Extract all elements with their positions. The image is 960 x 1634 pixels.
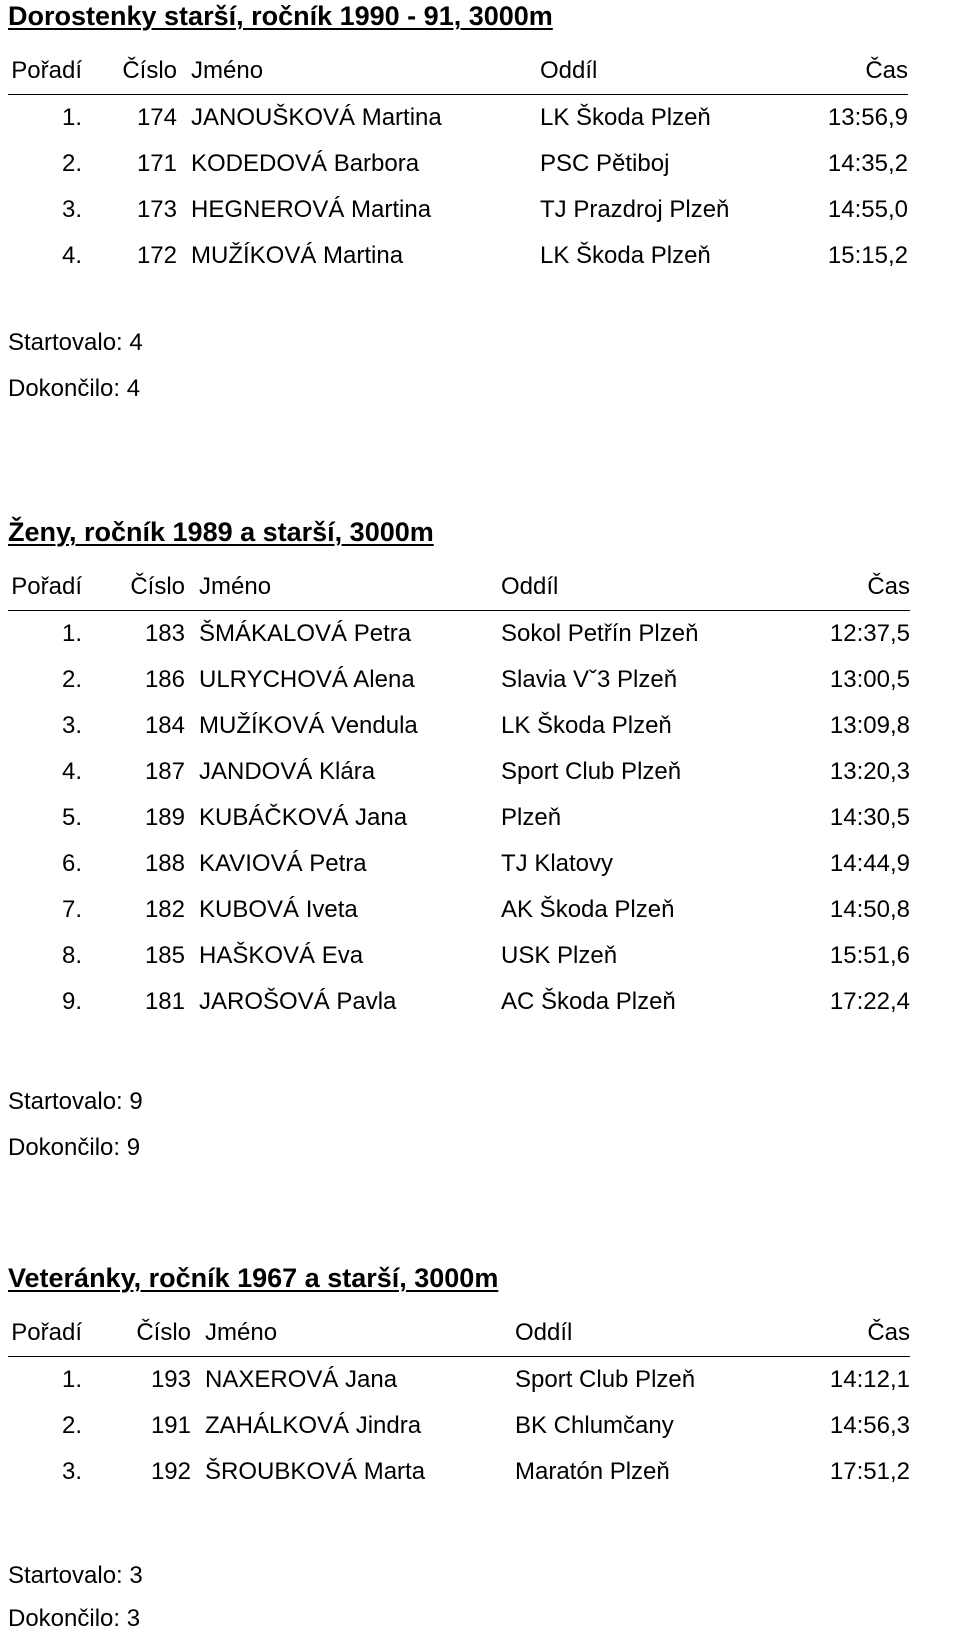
started-label: Startovalo: — [8, 1088, 123, 1115]
cell-club: Sport Club Plzeň — [515, 1366, 696, 1393]
cell-club: TJ Klatovy — [501, 850, 614, 877]
cell-rank: 6. — [61, 850, 82, 877]
column-header-club: Oddíl — [540, 57, 598, 84]
section-title: Dorostenky starší, ročník 1990 - 91, 3000m — [8, 1, 553, 31]
table-row — [8, 657, 910, 703]
finished-label: Dokončilo: — [8, 1605, 121, 1632]
table-row — [8, 887, 910, 933]
cell-club: AC Škoda Plzeň — [501, 988, 676, 1015]
cell-number: 184 — [144, 712, 185, 739]
started-value: 4 — [129, 329, 143, 356]
section-title: Veteránky, ročník 1967 a starší, 3000m — [8, 1263, 499, 1293]
started-count — [8, 1561, 143, 1591]
section-title: Ženy, ročník 1989 a starší, 3000m — [8, 517, 434, 547]
cell-name: MUŽÍKOVÁ Vendula — [199, 712, 418, 739]
table-row — [8, 95, 908, 142]
finished-count — [8, 1604, 140, 1634]
cell-name: JANDOVÁ Klára — [199, 758, 376, 785]
cell-club: Slavia Vˇ3 Plzeň — [501, 666, 678, 693]
cell-rank: 4. — [61, 242, 82, 269]
finished-label: Dokončilo: — [8, 1134, 121, 1161]
cell-number: 183 — [144, 620, 185, 647]
started-label: Startovalo: — [8, 329, 123, 356]
cell-time: 13:00,5 — [829, 666, 910, 693]
cell-number: 186 — [144, 666, 185, 693]
cell-number: 189 — [144, 804, 185, 831]
cell-name: NAXEROVÁ Jana — [205, 1366, 398, 1393]
table-row — [8, 841, 910, 887]
cell-club: Plzeň — [501, 804, 562, 831]
cell-name: KAVIOVÁ Petra — [199, 850, 367, 877]
table-row — [8, 933, 910, 979]
cell-number: 191 — [150, 1412, 191, 1439]
cell-name: MUŽÍKOVÁ Martina — [191, 242, 404, 269]
finished-count — [8, 1133, 140, 1163]
cell-name: KUBÁČKOVÁ Jana — [199, 804, 408, 831]
column-header-rank: Pořadí — [11, 1319, 82, 1346]
cell-time: 15:15,2 — [827, 242, 908, 269]
column-header-name: Jméno — [205, 1319, 278, 1346]
column-header-club: Oddíl — [501, 573, 559, 600]
cell-club: Maratón Plzeň — [515, 1458, 670, 1485]
cell-time: 14:50,8 — [829, 896, 910, 923]
cell-club: TJ Prazdroj Plzeň — [540, 196, 730, 223]
cell-time: 14:30,5 — [829, 804, 910, 831]
column-header-name: Jméno — [191, 57, 264, 84]
column-header-rank: Pořadí — [11, 57, 82, 84]
cell-number: 192 — [150, 1458, 191, 1485]
cell-club: Sport Club Plzeň — [501, 758, 682, 785]
cell-club: LK Škoda Plzeň — [501, 712, 672, 739]
cell-time: 15:51,6 — [829, 942, 910, 969]
cell-number: 188 — [144, 850, 185, 877]
cell-name: JANOUŠKOVÁ Martina — [191, 104, 442, 131]
table-row — [8, 1403, 910, 1449]
cell-rank: 8. — [61, 942, 82, 969]
cell-rank: 2. — [61, 666, 82, 693]
column-header-number: Číslo — [130, 573, 185, 600]
cell-name: KODEDOVÁ Barbora — [191, 150, 420, 177]
finished-value: 3 — [126, 1605, 141, 1632]
cell-time: 14:56,3 — [829, 1412, 910, 1439]
finished-value: 9 — [126, 1134, 141, 1161]
cell-time: 14:55,0 — [827, 196, 908, 223]
column-header-name: Jméno — [199, 573, 272, 600]
cell-rank: 1. — [61, 620, 82, 647]
column-header-number: Číslo — [136, 1319, 191, 1346]
cell-rank: 3. — [61, 712, 82, 739]
table-row — [8, 141, 908, 187]
cell-number: 187 — [144, 758, 185, 785]
started-value: 9 — [129, 1088, 143, 1115]
table-header-row — [8, 1310, 910, 1357]
cell-number: 171 — [136, 150, 177, 177]
cell-rank: 1. — [61, 104, 82, 131]
cell-time: 13:09,8 — [829, 712, 910, 739]
cell-number: 172 — [136, 242, 177, 269]
cell-rank: 3. — [61, 1458, 82, 1485]
table-row — [8, 611, 910, 658]
cell-club: PSC Pětiboj — [540, 150, 670, 177]
table-row — [8, 233, 908, 279]
cell-name: HEGNEROVÁ Martina — [191, 196, 432, 223]
cell-number: 174 — [136, 104, 177, 131]
cell-club: LK Škoda Plzeň — [540, 242, 711, 269]
cell-club: BK Chlumčany — [515, 1412, 674, 1439]
cell-rank: 3. — [61, 196, 82, 223]
cell-name: ŠMÁKALOVÁ Petra — [199, 620, 412, 647]
results-table — [8, 48, 908, 279]
finished-label: Dokončilo: — [8, 375, 121, 402]
cell-rank: 4. — [61, 758, 82, 785]
cell-number: 185 — [144, 942, 185, 969]
column-header-number: Číslo — [122, 57, 177, 84]
table-header-row — [8, 48, 908, 95]
table-row — [8, 1357, 910, 1404]
results-table — [8, 564, 910, 1025]
table-row — [8, 1449, 910, 1495]
finished-value: 4 — [126, 375, 141, 402]
cell-name: HAŠKOVÁ Eva — [199, 942, 364, 969]
column-header-time: Čas — [867, 573, 910, 600]
column-header-rank: Pořadí — [11, 573, 82, 600]
cell-rank: 1. — [61, 1366, 82, 1393]
finished-count — [8, 374, 140, 404]
cell-club: AK Škoda Plzeň — [501, 896, 675, 923]
started-count — [8, 328, 143, 358]
started-value: 3 — [129, 1562, 143, 1589]
cell-name: ZAHÁLKOVÁ Jindra — [205, 1412, 422, 1439]
cell-number: 173 — [136, 196, 177, 223]
column-header-time: Čas — [867, 1319, 910, 1346]
cell-name: KUBOVÁ Iveta — [199, 896, 358, 923]
cell-rank: 2. — [61, 150, 82, 177]
cell-time: 12:37,5 — [829, 620, 910, 647]
cell-rank: 7. — [61, 896, 82, 923]
cell-name: ULRYCHOVÁ Alena — [199, 666, 415, 693]
column-header-time: Čas — [865, 57, 908, 84]
cell-time: 14:35,2 — [827, 150, 908, 177]
cell-time: 17:51,2 — [829, 1458, 910, 1485]
table-row — [8, 749, 910, 795]
cell-rank: 2. — [61, 1412, 82, 1439]
cell-number: 182 — [144, 896, 185, 923]
cell-name: JAROŠOVÁ Pavla — [199, 988, 397, 1015]
cell-time: 17:22,4 — [829, 988, 910, 1015]
started-count — [8, 1087, 143, 1117]
cell-rank: 5. — [61, 804, 82, 831]
cell-number: 181 — [144, 988, 185, 1015]
cell-number: 193 — [150, 1366, 191, 1393]
table-header-row — [8, 564, 910, 611]
results-table — [8, 1310, 910, 1495]
cell-time: 13:56,9 — [827, 104, 908, 131]
cell-time: 14:44,9 — [829, 850, 910, 877]
table-row — [8, 187, 908, 233]
table-row — [8, 795, 910, 841]
table-row — [8, 703, 910, 749]
cell-time: 13:20,3 — [829, 758, 910, 785]
column-header-club: Oddíl — [515, 1319, 573, 1346]
cell-time: 14:12,1 — [829, 1366, 910, 1393]
cell-club: Sokol Petřín Plzeň — [501, 620, 699, 647]
cell-rank: 9. — [61, 988, 82, 1015]
cell-name: ŠROUBKOVÁ Marta — [205, 1458, 426, 1485]
cell-club: LK Škoda Plzeň — [540, 104, 711, 131]
table-row — [8, 979, 910, 1025]
cell-club: USK Plzeň — [501, 942, 618, 969]
started-label: Startovalo: — [8, 1562, 123, 1589]
